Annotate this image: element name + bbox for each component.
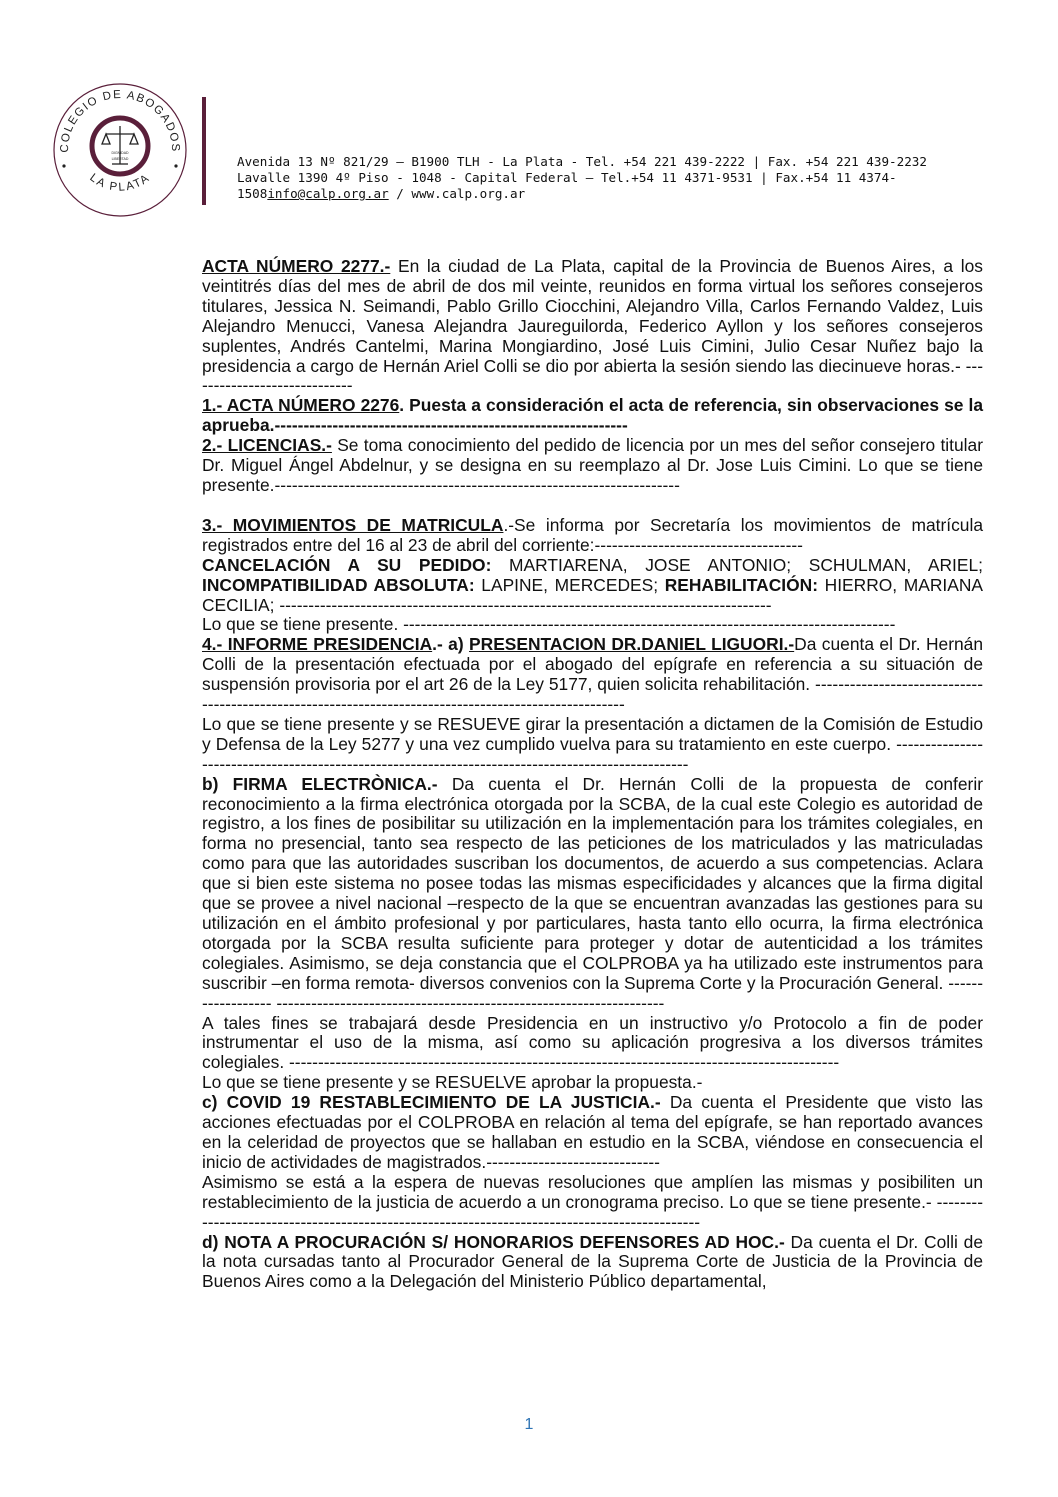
acta-body bbox=[202, 257, 983, 1292]
page-number: 1 bbox=[524, 1416, 534, 1433]
item-4-heading: 4.- INFORME PRESIDENCIA bbox=[202, 634, 433, 655]
item-3-heading: 3.- MOVIMIENTOS DE MATRICULA bbox=[202, 514, 504, 535]
letterhead-address bbox=[237, 154, 997, 202]
item-4c: c) COVID 19 RESTABLECIMIENTO DE LA JUSTICIA.- Da cuenta el Presidente que visto las acciones efectuadas por el COLPROBA en relación al tema del epígrafe, se han reportado avances en la celeridad de proyectos que se hallaban en estudio en la SCBA, viéndose en consecuencia el inicio de actividades de magistrados.------------------------------ bbox=[202, 1092, 984, 1172]
item-4b-resolution: Lo que se tiene presente y se RESUELVE aprobar la propuesta.- bbox=[202, 1072, 703, 1093]
address-line-3: 1508info@calp.org.ar / www.calp.org.ar bbox=[237, 186, 526, 201]
item-3: 3.- MOVIMIENTOS DE MATRICULA.-Se informa por Secretaría los movimientos de matrícula registrados entre del 16 al 23 de abril del corriente:------------------------------------ bbox=[202, 514, 983, 555]
item-4d-heading: d) NOTA A PROCURACIÓN S/ HONORARIOS DEFENSORES AD HOC.- bbox=[202, 1231, 785, 1252]
item-2: 2.- LICENCIAS.- Se toma conocimiento del pedido de licencia por un mes del señor consejero titular Dr. Miguel Ángel Abdelnur, y se designa en su reemplazo al Dr. Jose Luis Cimini. Lo que se tiene presente.---------------------------------------------------------------------- bbox=[202, 435, 983, 495]
item-4a-heading: PRESENTACION DR.DANIEL LIGUORI.- bbox=[469, 634, 795, 655]
logo-top-text: COLEGIO DE ABOGADOS bbox=[58, 88, 182, 153]
colegio-logo bbox=[50, 80, 190, 220]
logo-bottom-text: LA PLATA bbox=[87, 171, 153, 194]
item-4a: 4.- INFORME PRESIDENCIA.- a) PRESENTACION DR.DANIEL LIGUORI.-Da cuenta el Dr. Hernán Colli de la presentación efectuada por el abogado del epígrafe en referencia a su situación de suspensión provisoria por el art 26 de la Ley 5177, quien solicita rehabilitación. ------------------------------------------------------------------------------------------------------ bbox=[202, 634, 984, 715]
item-3-movements: CANCELACIÓN A SU PEDIDO: MARTIARENA, JOSE ANTONIO; SCHULMAN, ARIEL; INCOMPATIBILIDAD ABSOLUTA: LAPINE, MERCEDES; REHABILITACIÓN: HIERRO, MARIANA CECILIA; ------------------------------------------------------------------------------------- bbox=[202, 554, 983, 615]
item-4d: d) NOTA A PROCURACIÓN S/ HONORARIOS DEFENSORES AD HOC.- Da cuenta el Dr. Colli de la nota cursadas tanto al Procurador General de la Suprema Corte de Justicia de la Provincia de Buenos Aires como a la Delegación del Ministerio Público departamental, bbox=[202, 1231, 983, 1292]
item-1-heading: 1.- ACTA NÚMERO 2276 bbox=[202, 395, 400, 416]
item-3-closing: Lo que se tiene presente. ------------------------------------------------------------------------------------- bbox=[202, 614, 896, 635]
header-divider bbox=[202, 97, 206, 205]
address-line-1: Avenida 13 Nº 821/29 – B1900 TLH - La Plata - Tel. +54 221 439-2222 | Fax. +54 221 439-2232 bbox=[237, 154, 927, 169]
item-4b-text2: A tales fines se trabajará desde Presidencia en un instructivo y/o Protocolo a fin de poder instrumentar el uso de la misma, así como su aplicación progresiva a los diversos trámites colegiales. ----------------------------------------------------------------------------------------------- bbox=[202, 1012, 983, 1073]
svg-text:DIGNIDAD: DIGNIDAD bbox=[111, 151, 129, 155]
item-4c-heading: c) COVID 19 RESTABLECIMIENTO DE LA JUSTICIA.- bbox=[202, 1092, 661, 1113]
svg-text:LIBERTAD: LIBERTAD bbox=[111, 157, 129, 161]
acta-intro: ACTA NÚMERO 2277.- En la ciudad de La Plata, capital de la Provincia de Buenos Aires, a los veintitrés días del mes de abril de dos mil veinte, reunidos en forma virtual los señores consejeros titulares, Jessica N. Seimandi, Pablo Grillo Ciocchini, Alejandro Villa, Carlos Fernando Valdez, Luis Alejandro Menucci, Vanesa Alejandra Jaureguilorda, Federico Ayllon y los señores consejeros suplentes, Andrés Cantelmi, Marina Mongiardino, José Luis Cimini, Julio Cesar Nuñez bajo la presidencia a cargo de Hernán Ariel Colli se dio por abierta la sesión siendo las diecinueve horas.- ----------------------------- bbox=[202, 256, 983, 396]
item-2-heading: 2.- LICENCIAS.- bbox=[202, 435, 332, 456]
item-4c-text2: Asimismo se está a la espera de nuevas resoluciones que amplíen las mismas y posibiliten un restablecimiento de la justicia de acuerdo a un cronograma preciso. Lo que se tiene presente.- ---------------------------------------------------------------------------------------------- bbox=[202, 1171, 983, 1232]
email-link[interactable]: info@calp.org.ar bbox=[267, 186, 389, 201]
address-line-2: Lavalle 1390 4º Piso - 1048 - Capital Federal – Tel.+54 11 4371-9531 | Fax.+54 11 4374- bbox=[237, 170, 897, 185]
acta-heading: ACTA NÚMERO 2277.- bbox=[202, 256, 391, 276]
item-4b-heading: b) FIRMA ELECTRÒNICA.- bbox=[202, 773, 438, 794]
item-4a-resolution: Lo que se tiene presente y se RESUEVE girar la presentación a dictamen de la Comisión de Estudio y Defensa de la Ley 5277 y una vez cumplido vuelva para su tratamiento en este cuerpo. --------------------------------------------------------------------------------------------------- bbox=[202, 713, 983, 774]
item-1: 1.- ACTA NÚMERO 2276. Puesta a consideración el acta de referencia, sin observaciones se la aprueba.------------------------------------------------------------- bbox=[202, 395, 984, 436]
item-4b: b) FIRMA ELECTRÒNICA.- Da cuenta el Dr. Hernán Colli de la propuesta de conferir reconocimiento a la firma electrónica otorgada por la SCBA, de la cual este Colegio es autoridad de registro, a los fines de posibilitar su utilización en la implementación para los trámites colegiales, en forma no presencial, tanto sea respecto de las peticiones de los matriculados y las matriculadas como para que las autoridades suscriban los documentos, de acuerdo a sus competencias. Aclara que si bien este sistema no posee todas las mismas especificidades y alcances que la firma digital que se provee a nivel nacional –respecto de la que se encuentran avanzadas las gestiones para su utilización en el ámbito profesional y por particulares, hasta tanto ello ocurra, la firma electrónica otorgada por la SCBA resulta suficiente para proteger y dotar de autenticidad a los trámites colegiales. Asimismo, se deja constancia que el COLPROBA ya ha utilizado este instrumentos para suscribir –en forma remota- diversos convenios con la Suprema Corte y la Procuración General. ------------------ ------------------------------------------------------------------- bbox=[202, 773, 983, 1013]
